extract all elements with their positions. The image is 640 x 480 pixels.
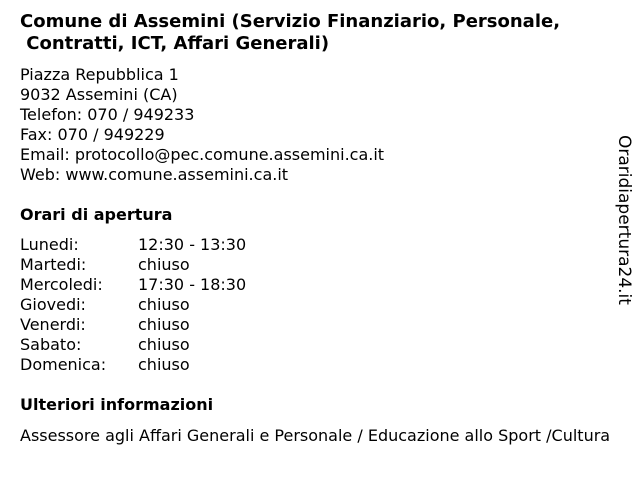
hours-row [20,235,246,255]
hours-day: Domenica: [20,355,107,374]
hours-day: Venerdi: [20,315,86,334]
hours-day: Sabato: [20,335,82,354]
hours-time: chiuso [138,335,190,354]
hours-row [20,275,246,295]
hours-row [20,335,246,355]
hours-row [20,355,246,375]
hours-row [20,295,246,315]
web-line: Web: www.comune.assemini.ca.it [20,165,289,184]
hours-day: Lunedi: [20,235,79,254]
hours-time: chiuso [138,255,190,274]
city-line: 9032 Assemini (CA) [20,85,178,104]
street-address: Piazza Repubblica 1 [20,65,179,84]
hours-time: chiuso [138,315,190,334]
hours-day: Giovedi: [20,295,86,314]
hours-day: Mercoledi: [20,275,103,294]
hours-time: 12:30 - 13:30 [138,235,247,254]
hours-time: 17:30 - 18:30 [138,275,247,294]
address-block [20,65,384,185]
hours-row [20,315,246,335]
fax-line: Fax: 070 / 949229 [20,125,165,144]
phone-line: Telefon: 070 / 949233 [20,105,195,124]
hours-row [20,255,246,275]
hours-day: Martedi: [20,255,87,274]
opening-hours-table [20,235,246,375]
site-watermark: Oraridiapertura24.it [614,135,634,305]
email-line: Email: protocollo@pec.comune.assemini.ca.it [20,145,385,164]
opening-hours-heading: Orari di apertura [20,205,173,224]
additional-info-heading: Ulteriori informazioni [20,395,214,414]
page-title: Comune di Assemini (Servizio Finanziario, Personale, Contratti, ICT, Affari Generali) [20,11,561,54]
additional-info-text: Assessore agli Affari Generali e Personale / Educazione allo Sport /Cultura [20,426,611,445]
hours-time: chiuso [138,355,190,374]
hours-time: chiuso [138,295,190,314]
